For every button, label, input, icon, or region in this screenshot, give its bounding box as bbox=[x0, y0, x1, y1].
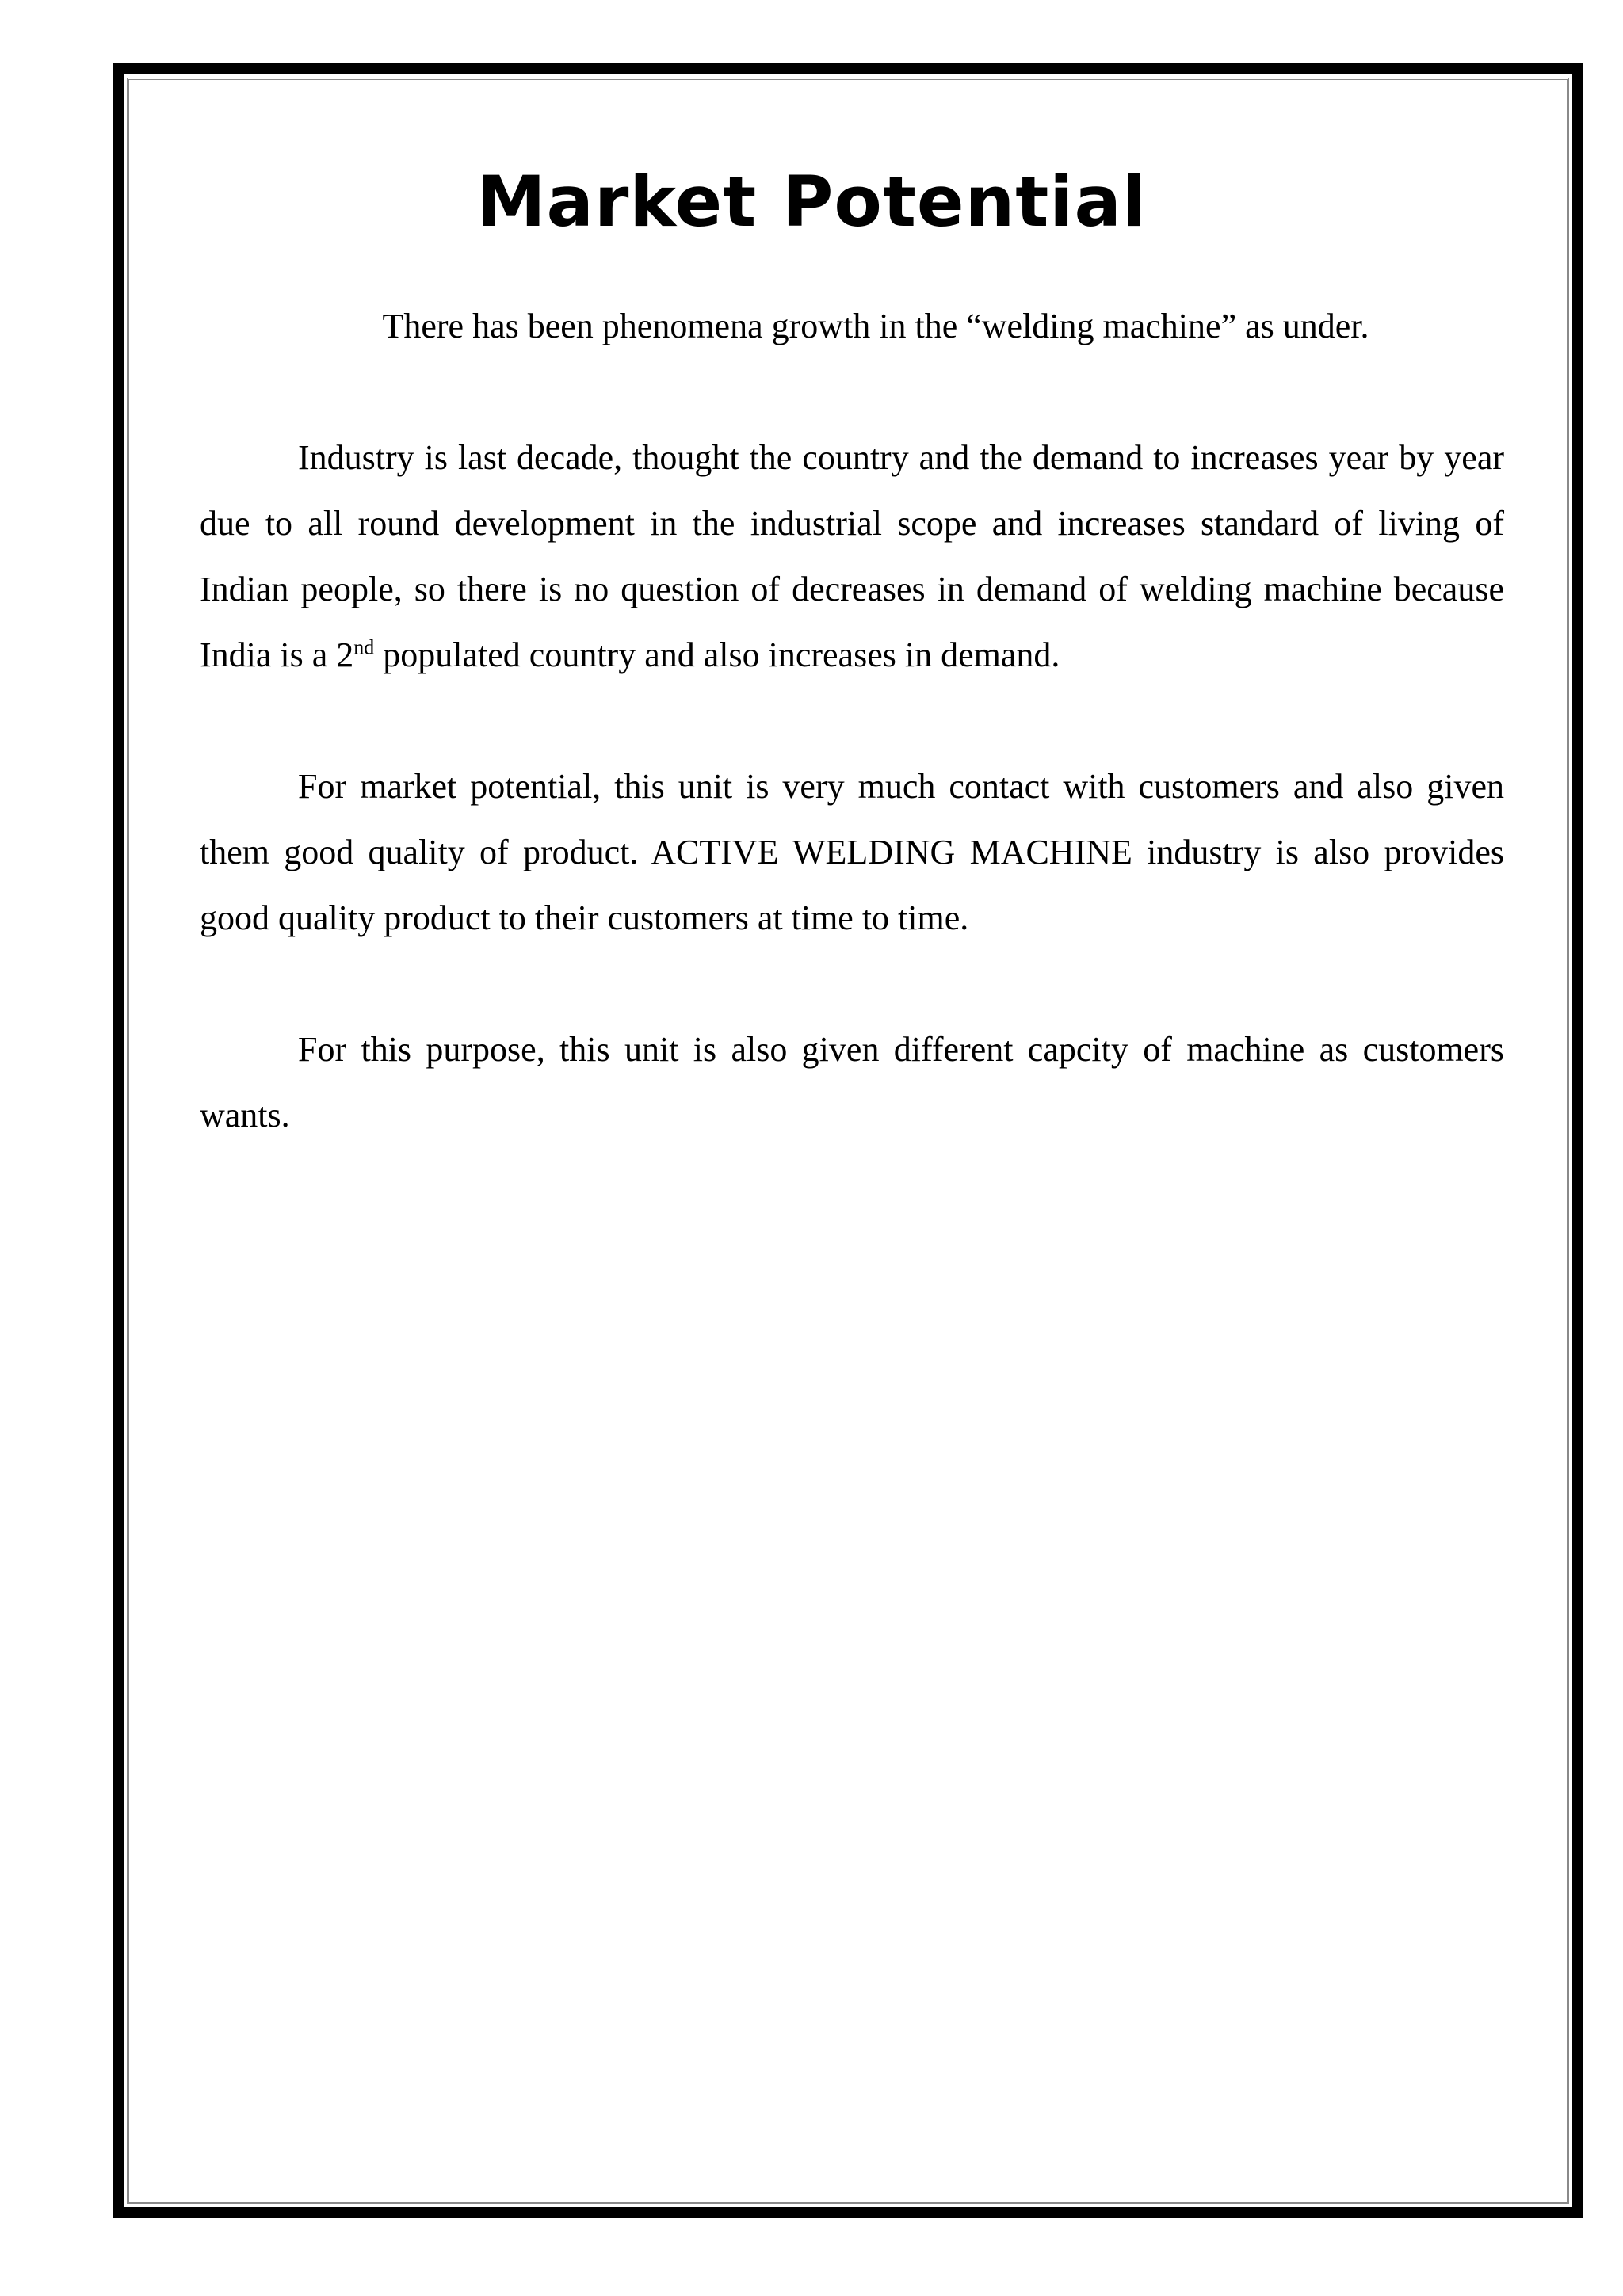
paragraph-market-potential: For market potential, this unit is very much contact with customers and also given them good quality of product. ACTIVE WELDING MACHINE industry is also provides good quality product to their customers at time to time. bbox=[200, 767, 1504, 937]
paragraph-text: Industry is last decade, thought the country and the demand to increases year by year due to all round development in the industrial scope and increases standard of living of Indian people, so there is no question of decreases in demand of welding machine because India is a 2 bbox=[200, 438, 1504, 674]
paragraph-text: populated country and also increases in demand. bbox=[374, 635, 1060, 674]
page-title: Market Potential bbox=[475, 161, 1148, 242]
ordinal-superscript: nd bbox=[353, 635, 375, 659]
paragraph-industry-demand bbox=[200, 425, 1504, 688]
document-body bbox=[200, 293, 1504, 1148]
paragraph-capacity: For this purpose, this unit is also given different capcity of machine as customers wants. bbox=[200, 1030, 1504, 1135]
intro-paragraph: There has been phenomena growth in the “welding machine” as under. bbox=[382, 307, 1369, 345]
